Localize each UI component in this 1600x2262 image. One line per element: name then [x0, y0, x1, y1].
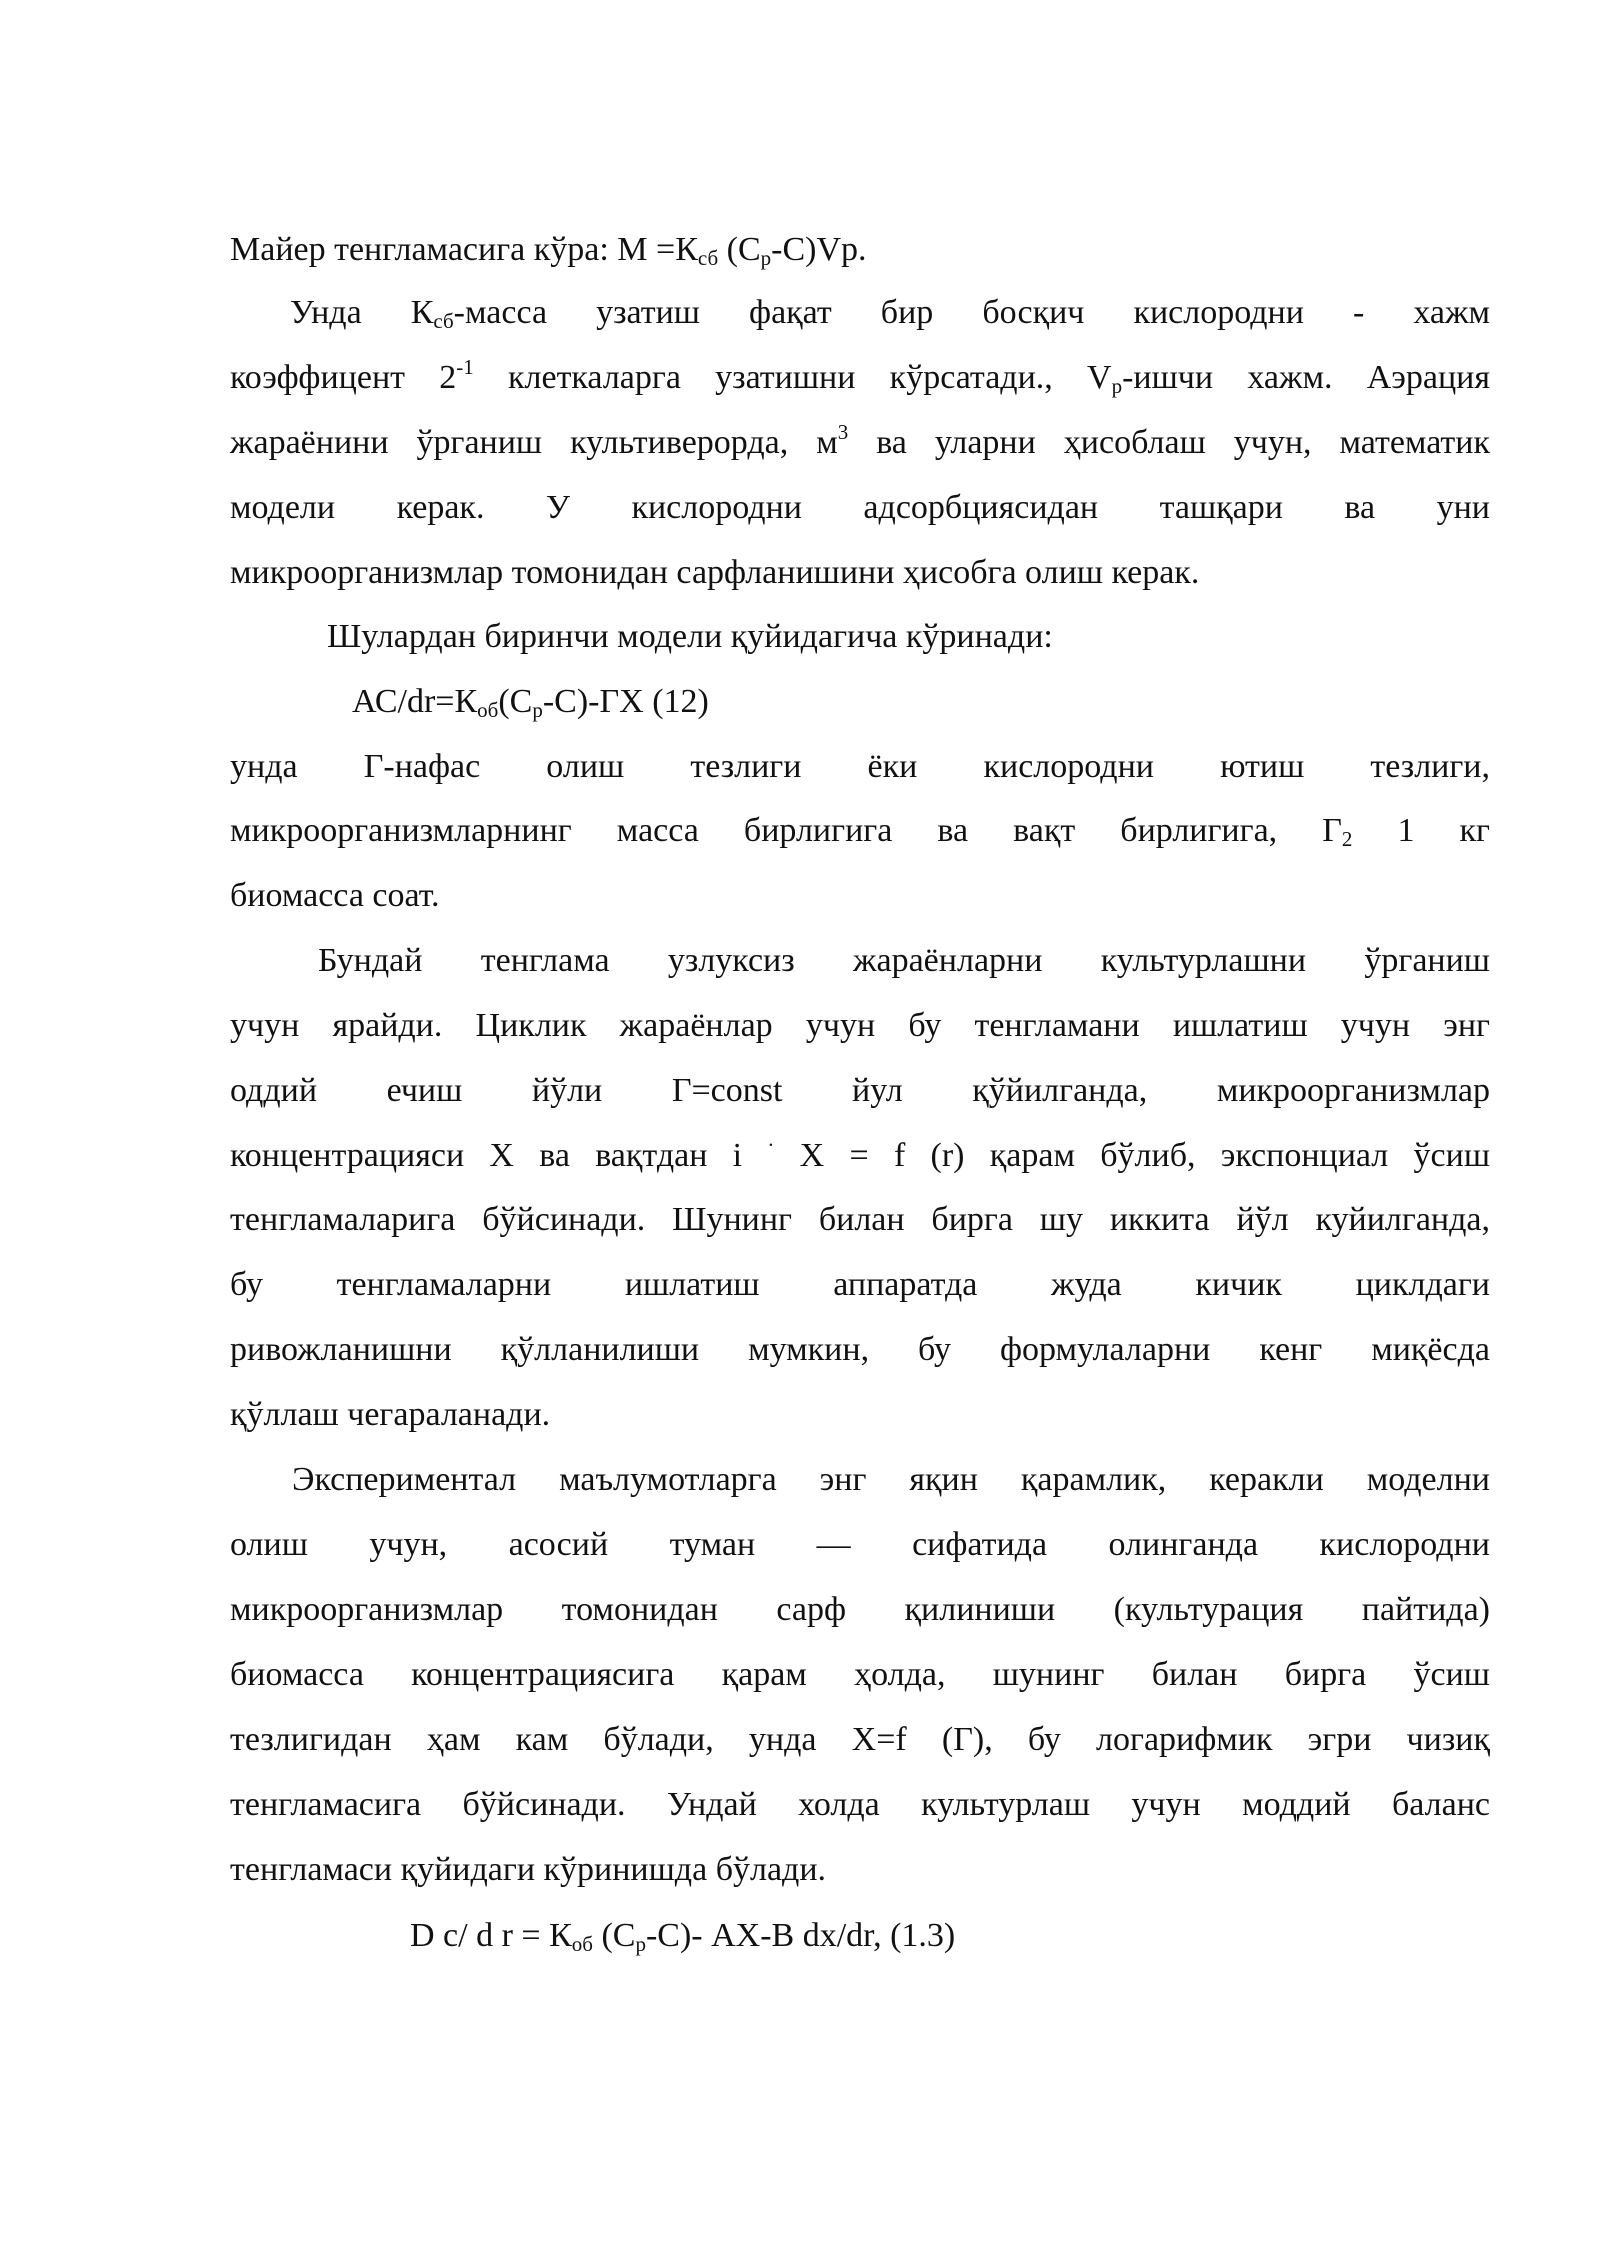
text-line-3: коэффицент $2^{-1}$ клеткаларга узатишни кўрсатади., $V_р$-ишчи хажм. Аэрация	[230, 355, 1490, 398]
text-line-17: бу тенгламаларни ишлатиш аппаратда жуда кичик циклдаги	[230, 1266, 1490, 1303]
text-line-11: биомасса соат.	[230, 877, 440, 914]
text-line-6: микроорганизмлар томонидан сарфланишини ҳисобга олиш керак.	[230, 554, 1200, 591]
text-line-2: Унда $К_{сб}$-масса узатиш фақат бир босқич кислородни - хажм	[290, 294, 1490, 333]
text-line-24: тезлигидан ҳам кам бўлади, унда Х=f (Г), бу логарифмик эгри чизиқ	[230, 1721, 1490, 1758]
text-line-16: тенгламаларига бўйсинади. Шунинг билан бирга шу иккита йўл куйилганда,	[230, 1201, 1490, 1238]
text-line-20: Экспериментал маълумотларга энг яқин қарамлик, керакли моделни	[292, 1461, 1490, 1498]
text-line-22: микроорганизмлар томонидан сарф қилиниши (культурация пайтида)	[230, 1591, 1490, 1628]
text-line-14: оддий ечиш йўли Г=const йул қўйилганда, микроорганизмлар	[230, 1072, 1490, 1109]
text-line-18: ривожланишни қўлланилиши мумкин, бу формулаларни кенг миқёсда	[230, 1331, 1490, 1368]
text-line-10: микроорганизмларнинг масса бирлигига ва вақт бирлигига, $Г_2$ 1 кг	[230, 812, 1490, 851]
formula-1-3: D с/ d $r = К_{об}$ $(С_р-С)-$ АХ-В dx/dr, (1.3)	[410, 1917, 956, 1956]
text-line-15: концентрацияси Х ва вақтдан i · Х = f (r) қарам бўлиб, экспонциал ўсиш	[230, 1133, 1491, 1174]
text-line-1: Майер тенгламасига кўра: $М =К_{сб}$ $(С_р-С)Vр$.	[230, 231, 867, 270]
formula-12: $АС/dr=К_{об}(С_р-С)-ГХ$ (12)	[352, 683, 709, 722]
text-line-21: олиш учун, асосий туман — сифатида олинганда кислородни	[230, 1526, 1490, 1563]
text-line-9: унда Г-нафас олиш тезлиги ёки кислородни ютиш тезлиги,	[230, 748, 1490, 785]
text-line-25: тенгламасига бўйсинади. Ундай холда культурлаш учун моддий баланс	[230, 1786, 1490, 1823]
text-line-23: биомасса концентрациясига қарам ҳолда, шунинг билан бирга ўсиш	[230, 1656, 1490, 1693]
text-line-26: тенгламаси қуйидаги кўринишда бўлади.	[230, 1851, 827, 1888]
text-line-13: учун ярайди. Циклик жараёнлар учун бу тенгламани ишлатиш учун энг	[230, 1007, 1490, 1044]
text-line-5: модели керак. У кислородни адсорбциясидан ташқари ва уни	[230, 489, 1490, 526]
text-line-19: қўллаш чегараланади.	[230, 1396, 551, 1433]
text-line-7: Шулардан биринчи модели қуйидагича кўринади:	[327, 618, 1053, 655]
text-line-4: жараёнини ўрганиш культиверорда, $м^3$ ва уларни ҳисоблаш учун, математик	[230, 420, 1490, 461]
text-line-12: Бундай тенглама узлуксиз жараёнларни культурлашни ўрганиш	[318, 942, 1490, 979]
